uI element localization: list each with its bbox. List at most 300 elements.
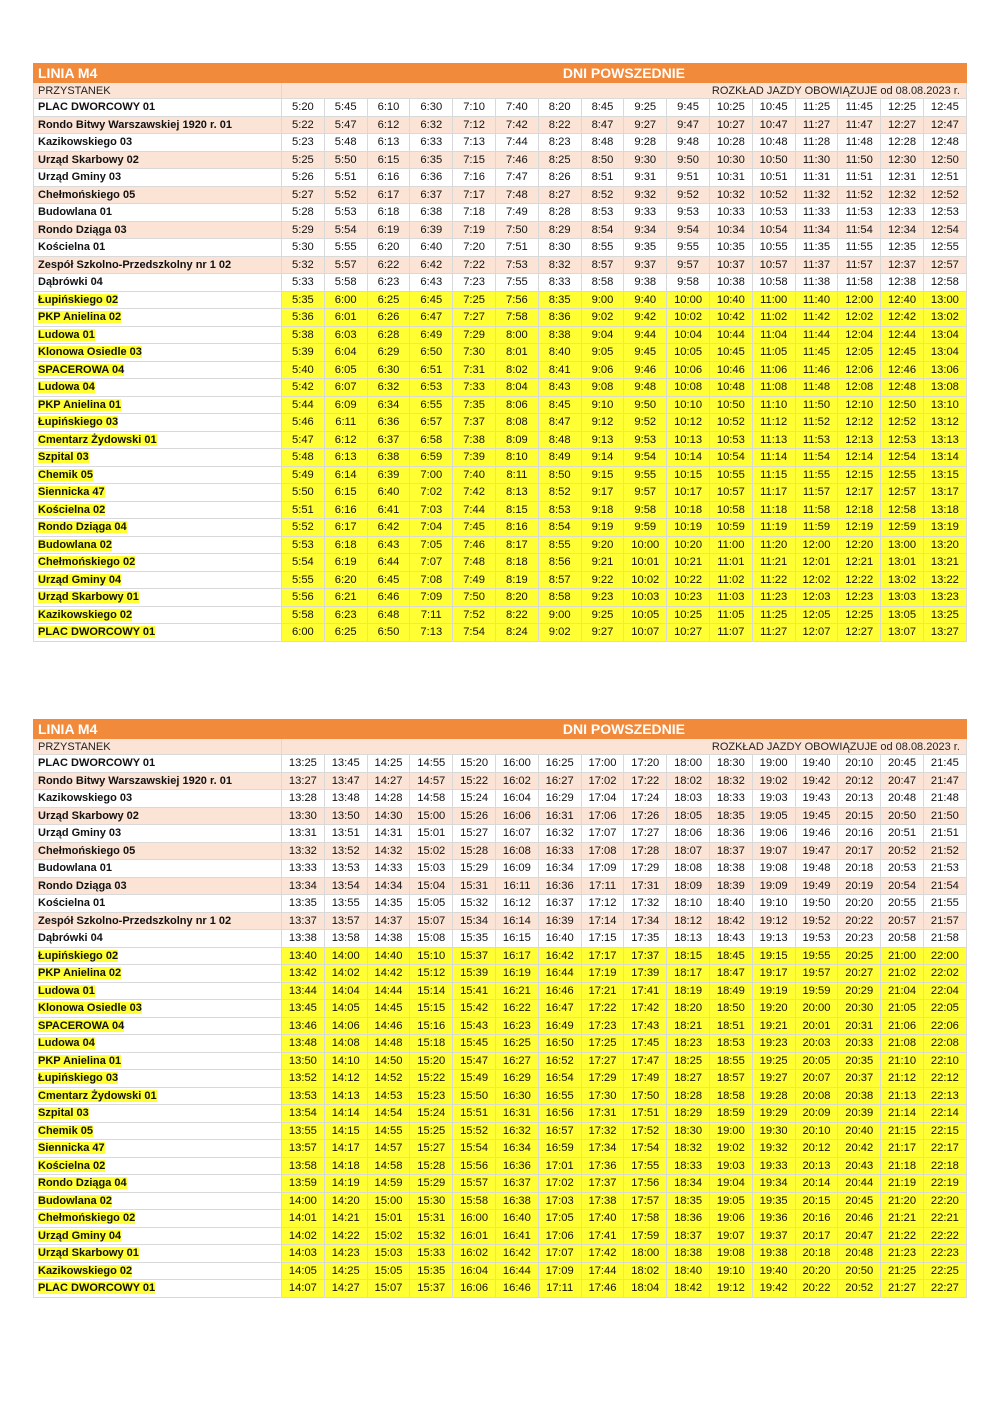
departure-time: 20:57: [881, 912, 924, 930]
stop-name-text: Ludowa 01: [38, 984, 95, 997]
departure-time: 17:09: [581, 860, 624, 878]
departure-time: 13:30: [282, 807, 325, 825]
departure-time: 14:03: [282, 1245, 325, 1263]
departure-time: 13:46: [282, 1017, 325, 1035]
departure-time: 17:01: [538, 1157, 581, 1175]
table-row: [34, 1192, 967, 1210]
departure-time: 12:05: [795, 606, 838, 624]
stop-name: [34, 466, 282, 484]
departure-time: 6:36: [410, 169, 453, 187]
departure-time: 6:33: [410, 134, 453, 152]
departure-time: 19:40: [795, 755, 838, 773]
departure-time: 15:54: [453, 1140, 496, 1158]
departure-time: 19:28: [752, 1087, 795, 1105]
departure-time: 15:58: [453, 1192, 496, 1210]
departure-time: 9:19: [581, 519, 624, 537]
departure-time: 8:19: [495, 571, 538, 589]
departure-time: 14:57: [367, 1140, 410, 1158]
departure-time: 18:49: [709, 982, 752, 1000]
stop-name: [34, 379, 282, 397]
departure-time: 19:05: [709, 1192, 752, 1210]
departure-time: 10:40: [709, 291, 752, 309]
departure-time: 22:08: [923, 1035, 966, 1053]
departure-time: 15:28: [410, 1157, 453, 1175]
stop-name: Urząd Gminy 03: [34, 169, 282, 187]
departure-time: 13:38: [282, 930, 325, 948]
departure-time: 11:21: [752, 554, 795, 572]
departure-time: 19:43: [795, 790, 838, 808]
departure-time: 11:57: [838, 256, 881, 274]
table-row: [34, 239, 967, 257]
table-row: [34, 860, 967, 878]
departure-time: 14:06: [324, 1017, 367, 1035]
departure-time: 9:21: [581, 554, 624, 572]
departure-time: 10:45: [752, 99, 795, 117]
departure-time: 17:57: [624, 1192, 667, 1210]
departure-time: 18:03: [667, 790, 710, 808]
departure-time: 18:10: [667, 895, 710, 913]
departure-time: 20:42: [838, 1140, 881, 1158]
departure-time: 7:37: [453, 414, 496, 432]
table-row: [34, 414, 967, 432]
table-row: [34, 965, 967, 983]
table-row: [34, 1157, 967, 1175]
departure-time: 7:03: [410, 501, 453, 519]
departure-time: 11:54: [838, 221, 881, 239]
departure-time: 13:02: [881, 571, 924, 589]
departure-time: 12:48: [923, 134, 966, 152]
departure-time: 13:25: [282, 755, 325, 773]
departure-time: 17:51: [624, 1105, 667, 1123]
departure-time: 13:45: [324, 755, 367, 773]
stop-name: [34, 554, 282, 572]
departure-time: 21:08: [881, 1035, 924, 1053]
departure-time: 17:46: [581, 1280, 624, 1298]
departure-time: 13:53: [282, 1087, 325, 1105]
departure-time: 9:33: [624, 204, 667, 222]
departure-time: 13:28: [282, 790, 325, 808]
departure-time: 13:50: [324, 807, 367, 825]
departure-time: 7:49: [495, 204, 538, 222]
departure-time: 12:58: [923, 274, 966, 292]
departure-time: 21:54: [923, 877, 966, 895]
stop-name: [34, 1105, 282, 1123]
stop-name-text: Klonowa Osiedle 03: [38, 346, 142, 359]
departure-time: 17:19: [581, 965, 624, 983]
stop-name: [34, 1227, 282, 1245]
departure-time: 18:21: [667, 1017, 710, 1035]
departure-time: 8:11: [495, 466, 538, 484]
stop-name: [34, 1262, 282, 1280]
stop-name: Budowlana 01: [34, 204, 282, 222]
departure-time: 10:04: [667, 326, 710, 344]
departure-time: 14:01: [282, 1210, 325, 1228]
departure-time: 8:48: [581, 134, 624, 152]
departure-time: 6:46: [367, 589, 410, 607]
departure-time: 21:21: [881, 1210, 924, 1228]
departure-time: 5:26: [282, 169, 325, 187]
stop-name-text: PKP Anielina 02: [38, 311, 122, 324]
departure-time: 21:53: [923, 860, 966, 878]
departure-time: 7:40: [495, 99, 538, 117]
departure-time: 20:09: [795, 1105, 838, 1123]
departure-time: 10:57: [709, 484, 752, 502]
departure-time: 17:36: [581, 1157, 624, 1175]
departure-time: 6:19: [324, 554, 367, 572]
departure-time: 8:51: [581, 169, 624, 187]
departure-time: 6:25: [324, 624, 367, 642]
departure-time: 15:24: [453, 790, 496, 808]
departure-time: 7:51: [495, 239, 538, 257]
departure-time: 6:16: [324, 501, 367, 519]
departure-time: 10:23: [667, 589, 710, 607]
departure-time: 12:44: [881, 326, 924, 344]
departure-time: 16:49: [538, 1017, 581, 1035]
departure-time: 11:02: [752, 309, 795, 327]
stop-name-text: Szpital 03: [38, 1107, 89, 1120]
departure-time: 19:06: [709, 1210, 752, 1228]
departure-time: 7:47: [495, 169, 538, 187]
departure-time: 6:09: [324, 396, 367, 414]
stop-name: [34, 1140, 282, 1158]
departure-time: 19:12: [752, 912, 795, 930]
departure-time: 17:14: [581, 912, 624, 930]
departure-time: 6:47: [410, 309, 453, 327]
departure-time: 12:31: [881, 169, 924, 187]
departure-time: 19:12: [709, 1280, 752, 1298]
departure-time: 7:44: [495, 134, 538, 152]
departure-time: 7:46: [495, 151, 538, 169]
departure-time: 16:40: [495, 1210, 538, 1228]
departure-time: 12:01: [795, 554, 838, 572]
departure-time: 14:31: [367, 825, 410, 843]
table-row: [34, 790, 967, 808]
departure-time: 8:57: [581, 256, 624, 274]
departure-time: 7:48: [495, 186, 538, 204]
departure-time: 17:05: [538, 1210, 581, 1228]
departure-time: 20:43: [838, 1157, 881, 1175]
stop-name: [34, 947, 282, 965]
departure-time: 18:42: [667, 1280, 710, 1298]
departure-time: 12:58: [881, 501, 924, 519]
departure-time: 16:07: [495, 825, 538, 843]
departure-time: 7:55: [495, 274, 538, 292]
departure-time: 13:17: [923, 484, 966, 502]
departure-time: 20:31: [838, 1017, 881, 1035]
departure-time: 6:40: [367, 484, 410, 502]
departure-time: 18:13: [667, 930, 710, 948]
departure-time: 7:52: [453, 606, 496, 624]
departure-time: 15:20: [453, 755, 496, 773]
departure-time: 10:54: [752, 221, 795, 239]
departure-time: 11:22: [752, 571, 795, 589]
departure-time: 16:15: [495, 930, 538, 948]
departure-time: 15:52: [453, 1122, 496, 1140]
departure-time: 17:59: [624, 1227, 667, 1245]
departure-time: 7:39: [453, 449, 496, 467]
departure-time: 18:42: [709, 912, 752, 930]
departure-time: 7:15: [453, 151, 496, 169]
departure-time: 16:44: [538, 965, 581, 983]
departure-time: 17:21: [581, 982, 624, 1000]
stop-name-text: Łupińskiego 03: [38, 1072, 119, 1085]
departure-time: 14:17: [324, 1140, 367, 1158]
departure-time: 6:49: [410, 326, 453, 344]
departure-time: 6:14: [324, 466, 367, 484]
departure-time: 17:07: [581, 825, 624, 843]
departure-time: 12:15: [838, 466, 881, 484]
departure-time: 7:54: [453, 624, 496, 642]
departure-time: 6:48: [367, 606, 410, 624]
departure-time: 6:20: [367, 239, 410, 257]
table-row: [34, 99, 967, 117]
departure-time: 15:29: [453, 860, 496, 878]
departure-time: 13:08: [923, 379, 966, 397]
departure-time: 8:25: [538, 151, 581, 169]
departure-time: 8:22: [495, 606, 538, 624]
departure-time: 19:34: [752, 1175, 795, 1193]
subheader-row: [34, 739, 967, 755]
departure-time: 15:42: [453, 1000, 496, 1018]
departure-time: 17:04: [581, 790, 624, 808]
departure-time: 18:23: [667, 1035, 710, 1053]
departure-time: 19:37: [752, 1227, 795, 1245]
departure-time: 15:04: [410, 877, 453, 895]
departure-time: 16:27: [495, 1052, 538, 1070]
table-row: [34, 1175, 967, 1193]
departure-time: 15:30: [410, 1192, 453, 1210]
departure-time: 9:45: [667, 99, 710, 117]
departure-time: 6:11: [324, 414, 367, 432]
departure-time: 16:30: [495, 1087, 538, 1105]
stop-name: [34, 396, 282, 414]
departure-time: 6:30: [410, 99, 453, 117]
departure-time: 12:25: [838, 606, 881, 624]
departure-time: 19:33: [752, 1157, 795, 1175]
departure-time: 19:05: [752, 807, 795, 825]
stop-name-text: SPACEROWA 04: [38, 1019, 125, 1032]
departure-time: 17:41: [624, 982, 667, 1000]
departure-time: 17:34: [581, 1140, 624, 1158]
departure-time: 7:58: [495, 309, 538, 327]
departure-time: 9:55: [624, 466, 667, 484]
departure-time: 20:39: [838, 1105, 881, 1123]
departure-time: 5:28: [282, 204, 325, 222]
departure-time: 11:57: [795, 484, 838, 502]
departure-time: 10:46: [709, 361, 752, 379]
departure-time: 8:43: [538, 379, 581, 397]
table-header-row: [34, 720, 967, 739]
departure-time: 15:02: [410, 842, 453, 860]
table-row: [34, 606, 967, 624]
table-row: [34, 877, 967, 895]
departure-time: 16:29: [495, 1070, 538, 1088]
departure-time: 13:58: [324, 930, 367, 948]
departure-time: 18:12: [667, 912, 710, 930]
departure-time: 19:59: [795, 982, 838, 1000]
departure-time: 8:26: [538, 169, 581, 187]
departure-time: 11:12: [752, 414, 795, 432]
table-row: [34, 326, 967, 344]
departure-time: 10:53: [709, 431, 752, 449]
departure-time: 10:37: [709, 256, 752, 274]
departure-time: 20:13: [795, 1157, 838, 1175]
departure-time: 11:52: [795, 414, 838, 432]
departure-time: 20:12: [838, 772, 881, 790]
departure-time: 8:58: [538, 589, 581, 607]
departure-time: 20:12: [795, 1140, 838, 1158]
departure-time: 6:18: [367, 204, 410, 222]
departure-time: 15:03: [367, 1245, 410, 1263]
departure-time: 20:15: [795, 1192, 838, 1210]
departure-time: 9:50: [667, 151, 710, 169]
departure-time: 5:53: [324, 204, 367, 222]
departure-time: 21:22: [881, 1227, 924, 1245]
stop-name: Urząd Skarbowy 02: [34, 151, 282, 169]
departure-time: 7:07: [410, 554, 453, 572]
departure-time: 10:32: [709, 186, 752, 204]
departure-time: 12:54: [881, 449, 924, 467]
departure-time: 9:13: [581, 431, 624, 449]
departure-time: 13:45: [282, 1000, 325, 1018]
departure-time: 11:59: [795, 519, 838, 537]
departure-time: 7:18: [453, 204, 496, 222]
departure-time: 9:25: [624, 99, 667, 117]
departure-time: 11:33: [795, 204, 838, 222]
departure-time: 17:32: [624, 895, 667, 913]
departure-time: 14:53: [367, 1087, 410, 1105]
departure-time: 15:51: [453, 1105, 496, 1123]
departure-time: 19:08: [752, 860, 795, 878]
departure-time: 15:31: [410, 1210, 453, 1228]
departure-time: 13:22: [923, 571, 966, 589]
departure-time: 8:45: [581, 99, 624, 117]
departure-time: 16:38: [495, 1192, 538, 1210]
departure-time: 20:25: [838, 947, 881, 965]
departure-time: 8:56: [538, 554, 581, 572]
departure-time: 21:57: [923, 912, 966, 930]
departure-time: 16:36: [538, 877, 581, 895]
departure-time: 10:28: [709, 134, 752, 152]
departure-time: 7:38: [453, 431, 496, 449]
departure-time: 18:28: [667, 1087, 710, 1105]
departure-time: 10:33: [709, 204, 752, 222]
departure-time: 12:42: [881, 309, 924, 327]
departure-time: 11:00: [752, 291, 795, 309]
stop-name: [34, 344, 282, 362]
table-row: [34, 519, 967, 537]
departure-time: 21:27: [881, 1280, 924, 1298]
departure-time: 11:17: [752, 484, 795, 502]
departure-time: 9:52: [624, 414, 667, 432]
departure-time: 19:25: [752, 1052, 795, 1070]
departure-time: 19:04: [709, 1175, 752, 1193]
departure-time: 11:08: [752, 379, 795, 397]
departure-time: 15:05: [410, 895, 453, 913]
departure-time: 13:19: [923, 519, 966, 537]
departure-time: 15:00: [367, 1192, 410, 1210]
stop-name: [34, 965, 282, 983]
departure-time: 21:12: [881, 1070, 924, 1088]
departure-time: 11:02: [709, 571, 752, 589]
departure-time: 9:57: [667, 256, 710, 274]
departure-time: 8:49: [538, 449, 581, 467]
departure-time: 9:47: [667, 116, 710, 134]
stop-name: Kościelna 01: [34, 895, 282, 913]
departure-time: 6:23: [324, 606, 367, 624]
departure-time: 14:02: [282, 1227, 325, 1245]
departure-time: 19:08: [709, 1245, 752, 1263]
departure-time: 14:54: [367, 1105, 410, 1123]
departure-time: 19:52: [795, 912, 838, 930]
departure-time: 22:06: [923, 1017, 966, 1035]
departure-time: 7:25: [453, 291, 496, 309]
departure-time: 13:33: [282, 860, 325, 878]
departure-time: 17:15: [581, 930, 624, 948]
departure-time: 10:02: [667, 309, 710, 327]
departure-time: 11:45: [795, 344, 838, 362]
departure-time: 5:45: [324, 99, 367, 117]
departure-time: 6:37: [410, 186, 453, 204]
stop-name: [34, 309, 282, 327]
table-row: [34, 536, 967, 554]
stop-name: Rondo Bitwy Warszawskiej 1920 r. 01: [34, 772, 282, 790]
departure-time: 19:20: [752, 1000, 795, 1018]
stop-name-text: Łupińskiego 02: [38, 949, 119, 962]
departure-time: 10:27: [667, 624, 710, 642]
departure-time: 19:45: [795, 807, 838, 825]
stop-name-text: PLAC DWORCOWY 01: [38, 1282, 156, 1295]
departure-time: 14:08: [324, 1035, 367, 1053]
departure-time: 14:25: [367, 755, 410, 773]
departure-time: 10:52: [752, 186, 795, 204]
departure-time: 9:34: [624, 221, 667, 239]
table-row: [34, 221, 967, 239]
departure-time: 15:31: [453, 877, 496, 895]
departure-time: 8:00: [495, 326, 538, 344]
departure-time: 22:10: [923, 1052, 966, 1070]
stop-name: [34, 431, 282, 449]
departure-time: 12:07: [795, 624, 838, 642]
departure-time: 16:55: [538, 1087, 581, 1105]
departure-time: 20:47: [838, 1227, 881, 1245]
departure-time: 6:17: [367, 186, 410, 204]
departure-time: 17:02: [581, 772, 624, 790]
departure-time: 18:36: [667, 1210, 710, 1228]
departure-time: 10:03: [624, 589, 667, 607]
departure-time: 20:45: [838, 1192, 881, 1210]
departure-time: 10:50: [752, 151, 795, 169]
departure-time: 7:13: [453, 134, 496, 152]
departure-time: 17:08: [581, 842, 624, 860]
departure-time: 6:35: [410, 151, 453, 169]
departure-time: 20:40: [838, 1122, 881, 1140]
stop-name: Zespół Szkolno-Przedszkolny nr 1 02: [34, 912, 282, 930]
departure-time: 7:31: [453, 361, 496, 379]
departure-time: 5:22: [282, 116, 325, 134]
departure-time: 17:12: [581, 895, 624, 913]
departure-time: 17:34: [624, 912, 667, 930]
table-row: [34, 1140, 967, 1158]
departure-time: 6:22: [367, 256, 410, 274]
departure-time: 9:40: [624, 291, 667, 309]
table-row: [34, 431, 967, 449]
stop-name-text: Chełmońskiego 02: [38, 1212, 136, 1225]
departure-time: 15:03: [410, 860, 453, 878]
departure-time: 8:32: [538, 256, 581, 274]
stop-name: [34, 1087, 282, 1105]
stop-name: [34, 519, 282, 537]
